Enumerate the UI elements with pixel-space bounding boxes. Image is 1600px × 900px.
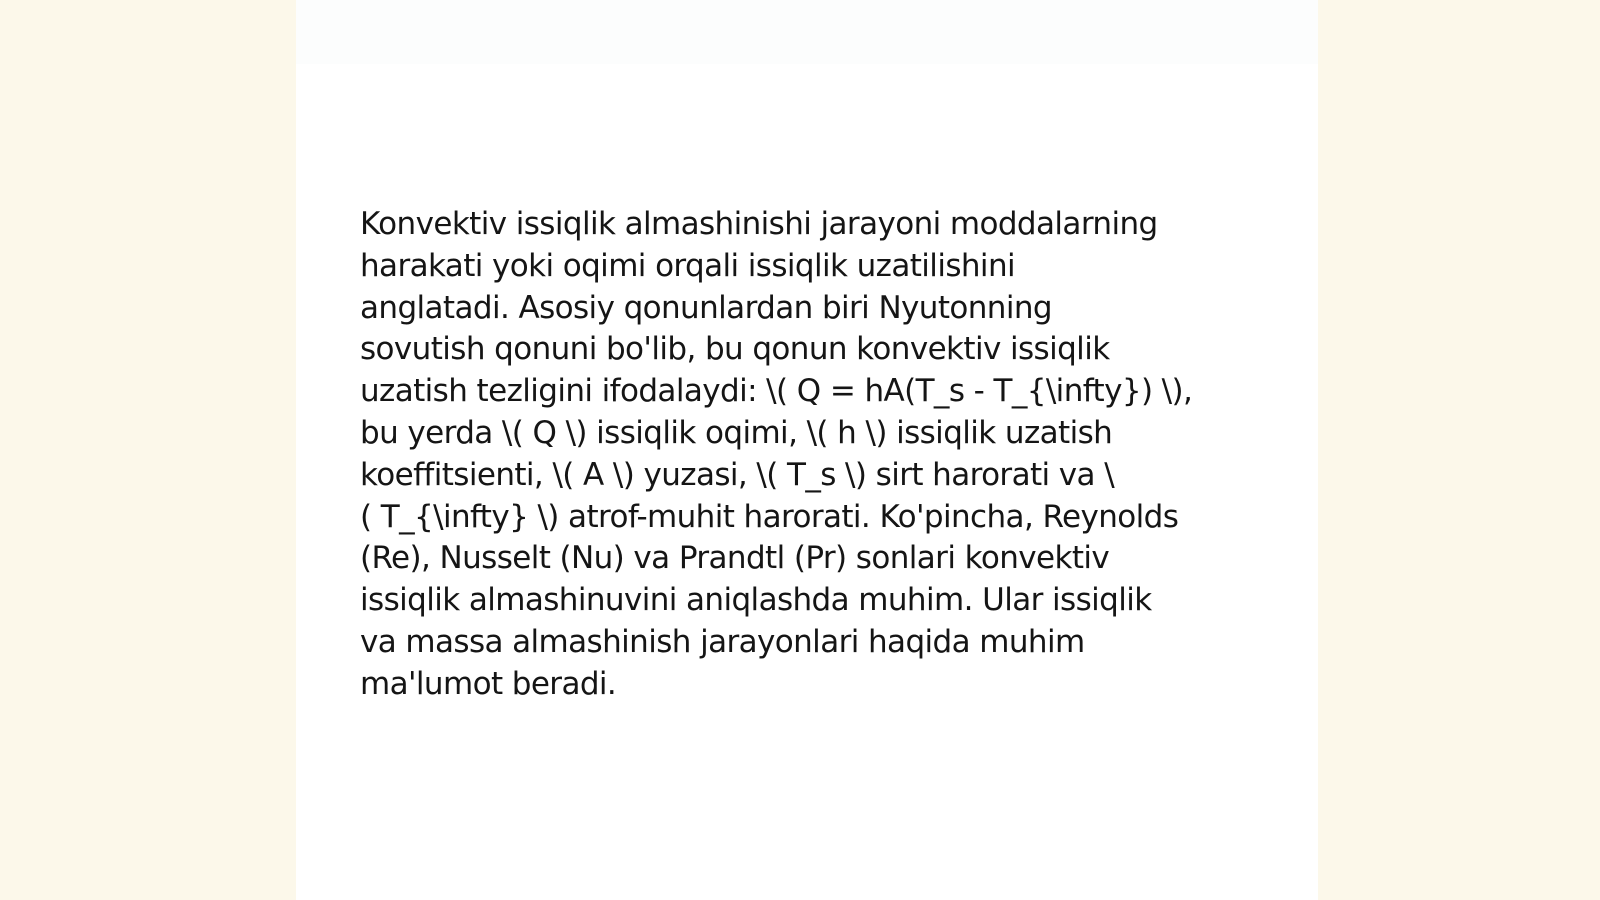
text-line: (Re), Nusselt (Nu) va Prandtl (Pr) sonlari konvektiv [360, 540, 1110, 577]
right-margin [1318, 0, 1600, 900]
text-line: issiqlik almashinuvini aniqlashda muhim. Ular issiqlik [360, 582, 1152, 619]
left-margin [0, 0, 296, 900]
text-line: uzatish tezligini ifodalaydi: \( Q = hA(T_s - T_{\infty}) \), [360, 373, 1193, 410]
text-line: sovutish qonuni bo'lib, bu qonun konvektiv issiqlik [360, 331, 1110, 368]
slide-body-text [360, 204, 1260, 706]
text-line: Konvektiv issiqlik almashinishi jarayoni moddalarning [360, 206, 1158, 242]
slide-top-band [296, 0, 1318, 64]
text-line: harakati yoki oqimi orqali issiqlik uzatilishini [360, 247, 1016, 284]
text-line: va massa almashinish jarayonlari haqida muhim [360, 623, 1085, 660]
text-line: anglatadi. Asosiy qonunlardan biri Nyutonning [360, 289, 1052, 326]
slide [296, 0, 1318, 900]
text-line: ( T_{\infty} \) atrof-muhit harorati. Ko'pincha, Reynolds [360, 498, 1179, 535]
text-line: koeffitsienti, \( A \) yuzasi, \( T_s \) sirt harorati va \ [360, 456, 1115, 493]
text-line: bu yerda \( Q \) issiqlik oqimi, \( h \) issiqlik uzatish [360, 414, 1113, 451]
text-line: ma'lumot beradi. [360, 665, 617, 702]
